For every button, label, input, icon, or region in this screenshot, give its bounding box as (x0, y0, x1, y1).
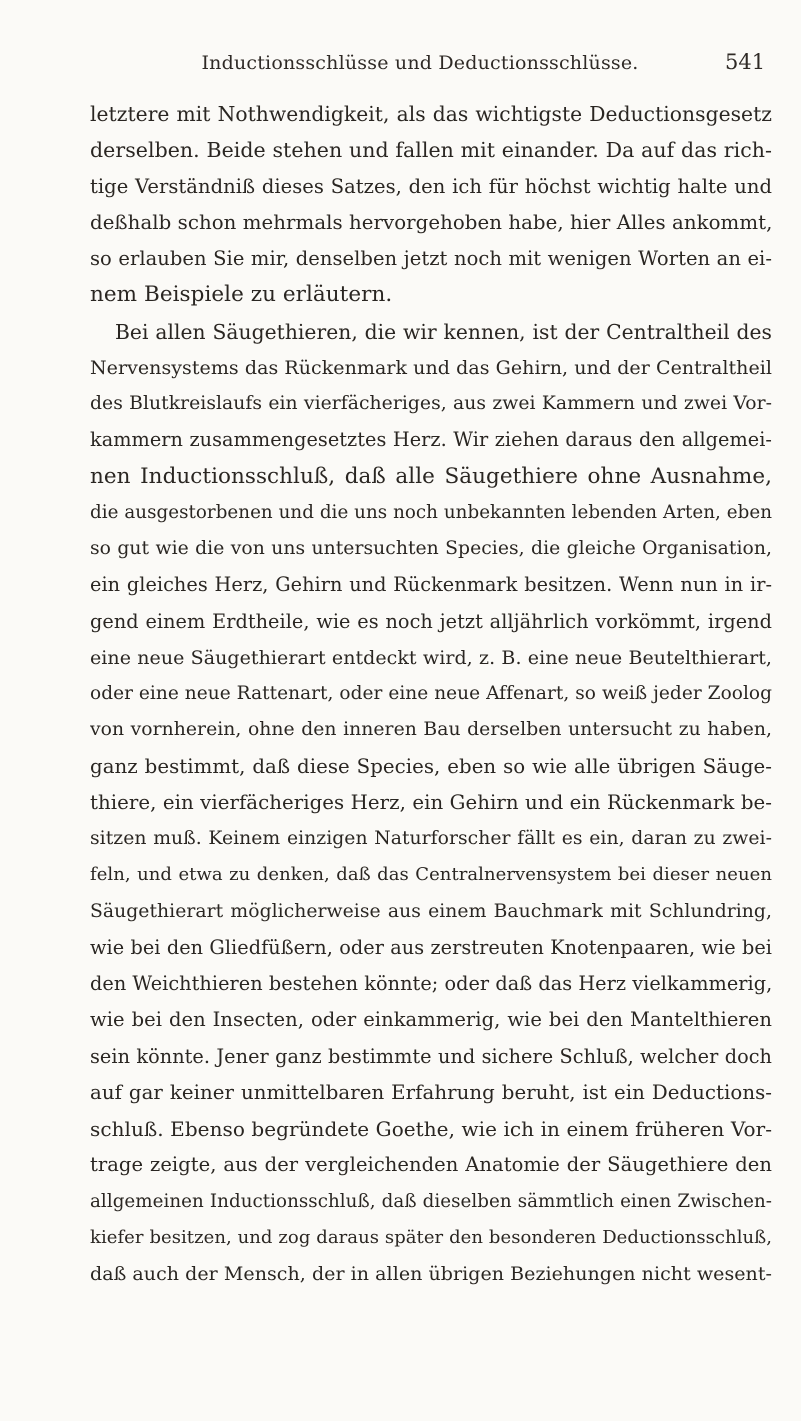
text-line: gend einem Erdtheile, wie es noch jetzt alljährlich vorkömmt, irgend (90, 609, 772, 633)
text-line: so erlauben Sie mir, denselben jetzt noch mit wenigen Worten an ei- (90, 247, 772, 270)
text-line: Nervensystems das Rückenmark und das Gehirn, und der Centraltheil (90, 356, 772, 379)
text-line: wie bei den Gliedfüßern, oder aus zerstreuten Knotenpaaren, wie bei (90, 935, 772, 959)
text-line: Bei allen Säugethieren, die wir kennen, ist der Centraltheil des (115, 319, 772, 344)
text-line: den Weichthieren bestehen könnte; oder daß das Herz vielkammerig, (90, 972, 772, 995)
text-line: eine neue Säugethierart entdeckt wird, z. B. eine neue Beutelthierart, (90, 646, 772, 669)
text-line: wie bei den Insecten, oder einkammerig, wie bei den Mantelthieren (90, 1008, 772, 1032)
text-line: nen Inductionsschluß, daß alle Säugethiere ohne Ausnahme, (90, 463, 772, 489)
text-line: thiere, ein vierfächeriges Herz, ein Gehirn und ein Rückenmark be- (90, 790, 772, 814)
running-head: Inductionsschlüsse und Deductionsschlüsse. (201, 52, 639, 74)
text-line: tige Verständniß dieses Satzes, den ich für höchst wichtig halte und (90, 174, 772, 198)
text-line: schluß. Ebenso begründete Goethe, wie ich in einem früheren Vor- (90, 1117, 772, 1141)
text-line: ein gleiches Herz, Gehirn und Rückenmark besitzen. Wenn nun in ir- (90, 573, 772, 597)
text-line: auf gar keiner unmittelbaren Erfahrung beruht, ist ein Deductions- (90, 1080, 772, 1104)
text-line: nem Beispiele zu erläutern. (90, 282, 393, 308)
text-line: ganz bestimmt, daß diese Species, eben so wie alle übrigen Säuge- (90, 754, 772, 778)
text-line: kiefer besitzen, und zog daraus später den besonderen Deductionsschluß, (90, 1226, 772, 1248)
text-line: Säugethierart möglicherweise aus einem Bauchmark mit Schlundring, (90, 900, 772, 922)
text-line: von vornherein, ohne den inneren Bau derselben untersucht zu haben, (90, 719, 772, 741)
text-line: letztere mit Nothwendigkeit, als das wichtigste Deductionsgesetz (90, 102, 772, 126)
text-line: die ausgestorbenen und die uns noch unbekannten lebenden Arten, eben (90, 501, 772, 523)
text-line: feln, und etwa zu denken, daß das Centralnervensystem bei dieser neuen (90, 864, 772, 886)
text-line: sitzen muß. Keinem einzigen Naturforscher fällt es ein, daran zu zwei- (90, 828, 772, 849)
text-line: derselben. Beide stehen und fallen mit einander. Da auf das rich- (90, 138, 772, 163)
text-line: daß auch der Mensch, der in allen übrigen Beziehungen nicht wesent- (90, 1263, 772, 1285)
text-line: so gut wie die von uns untersuchten Species, die gleiche Organisation, (90, 538, 772, 559)
text-line: sein könnte. Jener ganz bestimmte und sichere Schluß, welcher doch (90, 1044, 772, 1068)
text-line: des Blutkreislaufs ein vierfächeriges, aus zwei Kammern und zwei Vor- (90, 393, 772, 414)
text-line: oder eine neue Rattenart, oder eine neue Affenart, so weiß jeder Zoolog (90, 683, 772, 704)
text-line: deßhalb schon mehrmals hervorgehoben habe, hier Alles ankommt, (90, 210, 772, 234)
text-line: allgemeinen Inductionsschluß, daß dieselben sämmtlich einen Zwischen- (90, 1190, 772, 1212)
text-line: trage zeigte, aus der vergleichenden Anatomie der Säugethiere den (90, 1153, 772, 1177)
text-line: kammern zusammengesetztes Herz. Wir ziehen daraus den allgemei- (90, 428, 772, 452)
body-text (90, 96, 772, 1292)
page-number: 541 (725, 50, 766, 74)
